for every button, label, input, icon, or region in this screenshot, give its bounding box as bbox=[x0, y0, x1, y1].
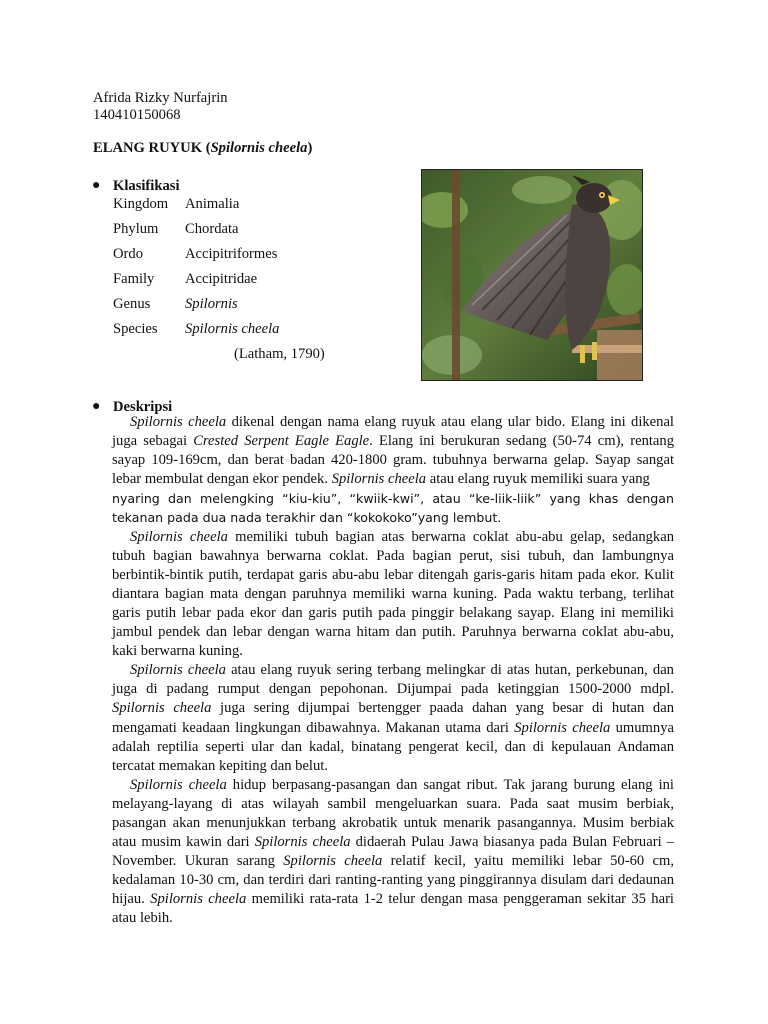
author-name: Afrida Rizky Nurfajrin bbox=[93, 90, 228, 106]
eagle-photo bbox=[421, 169, 643, 381]
author-id: 140410150068 bbox=[93, 107, 181, 123]
classification-value: Accipitridae bbox=[185, 271, 258, 287]
description-body bbox=[112, 413, 674, 929]
classification-key: Family bbox=[113, 271, 155, 287]
title-scientific-name: Spilornis cheela bbox=[210, 140, 308, 156]
classification-key: Kingdom bbox=[113, 196, 169, 212]
classification-value: Spilornis cheela bbox=[185, 321, 280, 337]
classification-value: Accipitriformes bbox=[185, 246, 278, 262]
description-paragraph-4: Spilornis cheela hidup berpasang-pasangan dan sangat ribut. Tak jarang burung elang ini melayang-layang di atas wilayah sambil mengeluarkan suara. Pada saat musim berbiak, pasangan akan menunjukkan terbang akrobatik untuk menarik pasangannya. Musim berbiak atau musim kawin dari Spilornis cheela didaerah Pulau Jawa biasanya pada Bulan Februari – November. Ukuran sarang Spilornis cheela relatif kecil, yaitu memiliki lebar 50-60 cm, kedalaman 10-30 cm, dan terdiri dari ranting-ranting yang pinggirannya disulam dari dedaunan hijau. Spilornis cheela memiliki rata-rata 1-2 telur dengan masa penggeraman sekitar 35 hari atau lebih. bbox=[112, 776, 674, 927]
document-title: ELANG RUYUK (Spilornis cheela) bbox=[93, 140, 313, 156]
classification-value: Animalia bbox=[185, 196, 240, 212]
description-paragraph-2: Spilornis cheela memiliki tubuh bagian atas berwarna coklat abu-abu gelap, sedangkan tubuh bagian bawahnya berwarna coklat. Pada bagian perut, sisi tubuh, dan lambungnya berbintik-bintik putih, terdapat garis abu-abu lebar ditengah garis-garis hitam pada ekor. Kulit diantara bagian mata dengan paruhnya memiliki warna kuning. Pada waktu terbang, terlihat garis putih lebar pada ekor dan garis putih pada pinggir belakang sayap. Elang ini memiliki jambul pendek dan lebar dengan warna hitam dan putih. Paruhnya berwarna coklat abu-abu, kaki berwarna kuning. bbox=[112, 528, 674, 660]
description-heading: Deskripsi bbox=[113, 399, 173, 415]
classification-key: Species bbox=[113, 321, 158, 337]
classification-key: Genus bbox=[113, 296, 151, 312]
classification-heading: Klasifikasi bbox=[113, 178, 180, 194]
description-paragraph-1-continued: nyaring dan melengking “kiu-kiu”, “kwiik-kwi”, atau “ke-liik-liik” yang khas dengan tekanan pada dua nada terakhir dan “kokokoko”yang lembut. bbox=[112, 491, 674, 526]
description-paragraph-1: Spilornis cheela dikenal dengan nama elang ruyuk atau elang ular bido. Elang ini dikenal juga sebagai Crested Serpent Eagle Eagle. Elang ini berukuran sedang (50-74 cm), rentang sayap 109-169cm, dan berat badan 420-1800 gram. tubuhnya berwarna gelap. Sayap sangat lebar membulat dengan ekor pendek. Spilornis cheela atau elang ruyuk memiliki suara yang bbox=[112, 414, 674, 488]
classification-value: Spilornis bbox=[185, 296, 238, 312]
bullet-icon: ● bbox=[92, 399, 101, 414]
classification-key: Phylum bbox=[113, 221, 159, 237]
description-paragraph-3: Spilornis cheela atau elang ruyuk sering terbang melingkar di atas hutan, perkebunan, dan juga di padang rumput dengan pepohonan. Dijumpai pada ketinggian 1500-2000 mdpl. Spilornis cheela juga sering dijumpai bertengger paada dahan yang besar di hutan dan mengamati keadaan lingkungan dibawahnya. Makanan utama dari Spilornis cheela umumnya adalah reptilia seperti ular dan kadal, binatang pengerat kecil, dan di kepulauan Andaman tercatat memakan kepiting dan belut. bbox=[112, 662, 674, 774]
classification-authority: (Latham, 1790) bbox=[234, 346, 325, 362]
classification-key: Ordo bbox=[113, 246, 143, 262]
classification-value: Chordata bbox=[185, 221, 239, 237]
bullet-icon: ● bbox=[92, 178, 101, 193]
